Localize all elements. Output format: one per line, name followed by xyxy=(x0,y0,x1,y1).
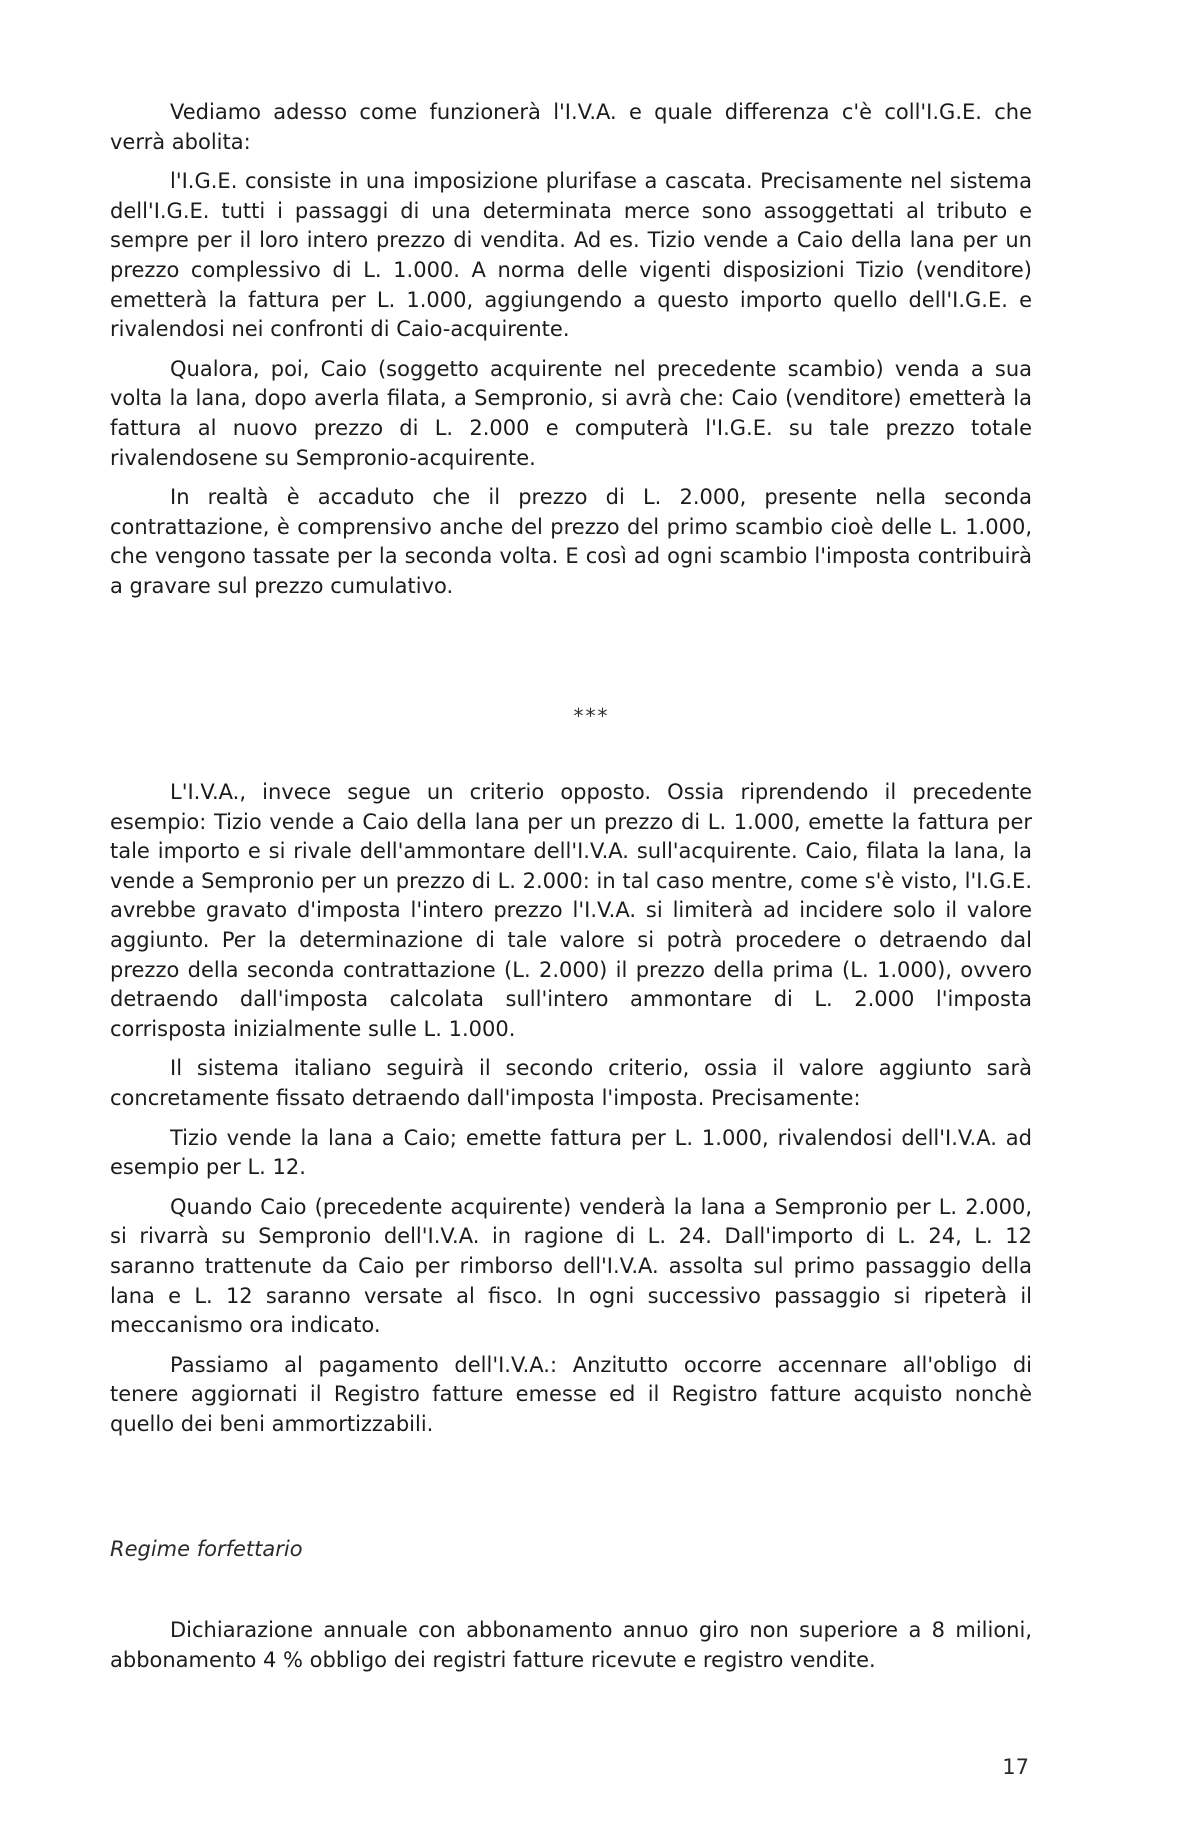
text-block-regime xyxy=(110,1616,1032,1675)
text-block-iva xyxy=(110,778,1032,1439)
paragraph: Passiamo al pagamento dell'I.V.A.: Anzitutto occorre accennare all'obligo di tenere aggiornati il Registro fatture emesse ed il Registro fatture acquisto nonchè quello dei beni ammortizzabili. xyxy=(110,1352,1032,1436)
section-heading: Regime forfettario xyxy=(110,1537,303,1561)
paragraph: Il sistema italiano seguirà il secondo criterio, ossia il valore aggiunto sarà concretamente fissato detraendo dall'imposta l'imposta. Precisamente: xyxy=(110,1056,1032,1110)
paragraph: Qualora, poi, Caio (soggetto acquirente nel precedente scambio) venda a sua volta la lana, dopo averla filata, a Sempronio, si avrà che: Caio (venditore) emetterà la fattura al nuovo prezzo di L. 2.000 e computerà l'I.G.E. su tale prezzo totale rivalendosene su Sempronio-acquirente. xyxy=(110,356,1032,470)
paragraph: l'I.G.E. consiste in una imposizione plurifase a cascata. Precisamente nel sistema dell'I.G.E. tutti i passaggi di una determinata merce sono assoggettati al tributo e sempre per il loro intero prezzo di vendita. Ad es. Tizio vende a Caio della lana per un prezzo complessivo di L. 1.000. A norma delle vigenti disposizioni Tizio (venditore) emetterà la fattura per L. 1.000, aggiungendo a questo importo quello dell'I.G.E. e rivalendosi nei confronti di Caio-acquirente. xyxy=(110,169,1032,342)
text-block-ige xyxy=(110,98,1032,602)
paragraph: L'I.V.A., invece segue un criterio opposto. Ossia riprendendo il precedente esempio: Tizio vende a Caio della lana per un prezzo di L. 1.000, emette la fattura per tale importo e si rivale dell'ammontare dell'I.V.A. sull'acquirente. Caio, filata la lana, la vende a Sempronio per un prezzo di L. 2.000: in tal caso mentre, come s'è visto, l'I.G.E. avrebbe gravato d'imposta l'intero prezzo l'I.V.A. si limiterà ad incidere solo il valore aggiunto. Per la determinazione di tale valore si potrà procedere o detraendo dal prezzo della seconda contrattazione (L. 2.000) il prezzo della prima (L. 1.000), ovvero detraendo dall'imposta calcolata sull'intero ammontare di L. 2.000 l'imposta corrisposta inizialmente sulle L. 1.000. xyxy=(110,780,1032,1041)
paragraph: Quando Caio (precedente acquirente) venderà la lana a Sempronio per L. 2.000, si rivarrà su Sempronio dell'I.V.A. in ragione di L. 24. Dall'importo di L. 24, L. 12 saranno trattenute da Caio per rimborso dell'I.V.A. assolta sul primo passaggio della lana e L. 12 saranno versate al fisco. In ogni successivo passaggio si ripeterà il meccanismo ora indicato. xyxy=(110,1194,1032,1338)
page-number: 17 xyxy=(1002,1755,1029,1779)
paragraph: Tizio vende la lana a Caio; emette fattura per L. 1.000, rivalendosi dell'I.V.A. ad esempio per L. 12. xyxy=(110,1125,1032,1180)
paragraph: In realtà è accaduto che il prezzo di L. 2.000, presente nella seconda contrattazione, è comprensivo anche del prezzo del primo scambio cioè delle L. 1.000, che vengono tassate per la seconda volta. E così ad ogni scambio l'imposta contribuirà a gravare sul prezzo cumulativo. xyxy=(110,485,1032,598)
paragraph: Vediamo adesso come funzionerà l'I.V.A. e quale differenza c'è coll'I.G.E. che verrà abolita: xyxy=(110,100,1032,154)
paragraph: Dichiarazione annuale con abbonamento annuo giro non superiore a 8 milioni, abbonamento 4 % obbligo dei registri fatture ricevute e registro vendite. xyxy=(110,1618,1032,1672)
section-separator: *** xyxy=(573,704,610,728)
